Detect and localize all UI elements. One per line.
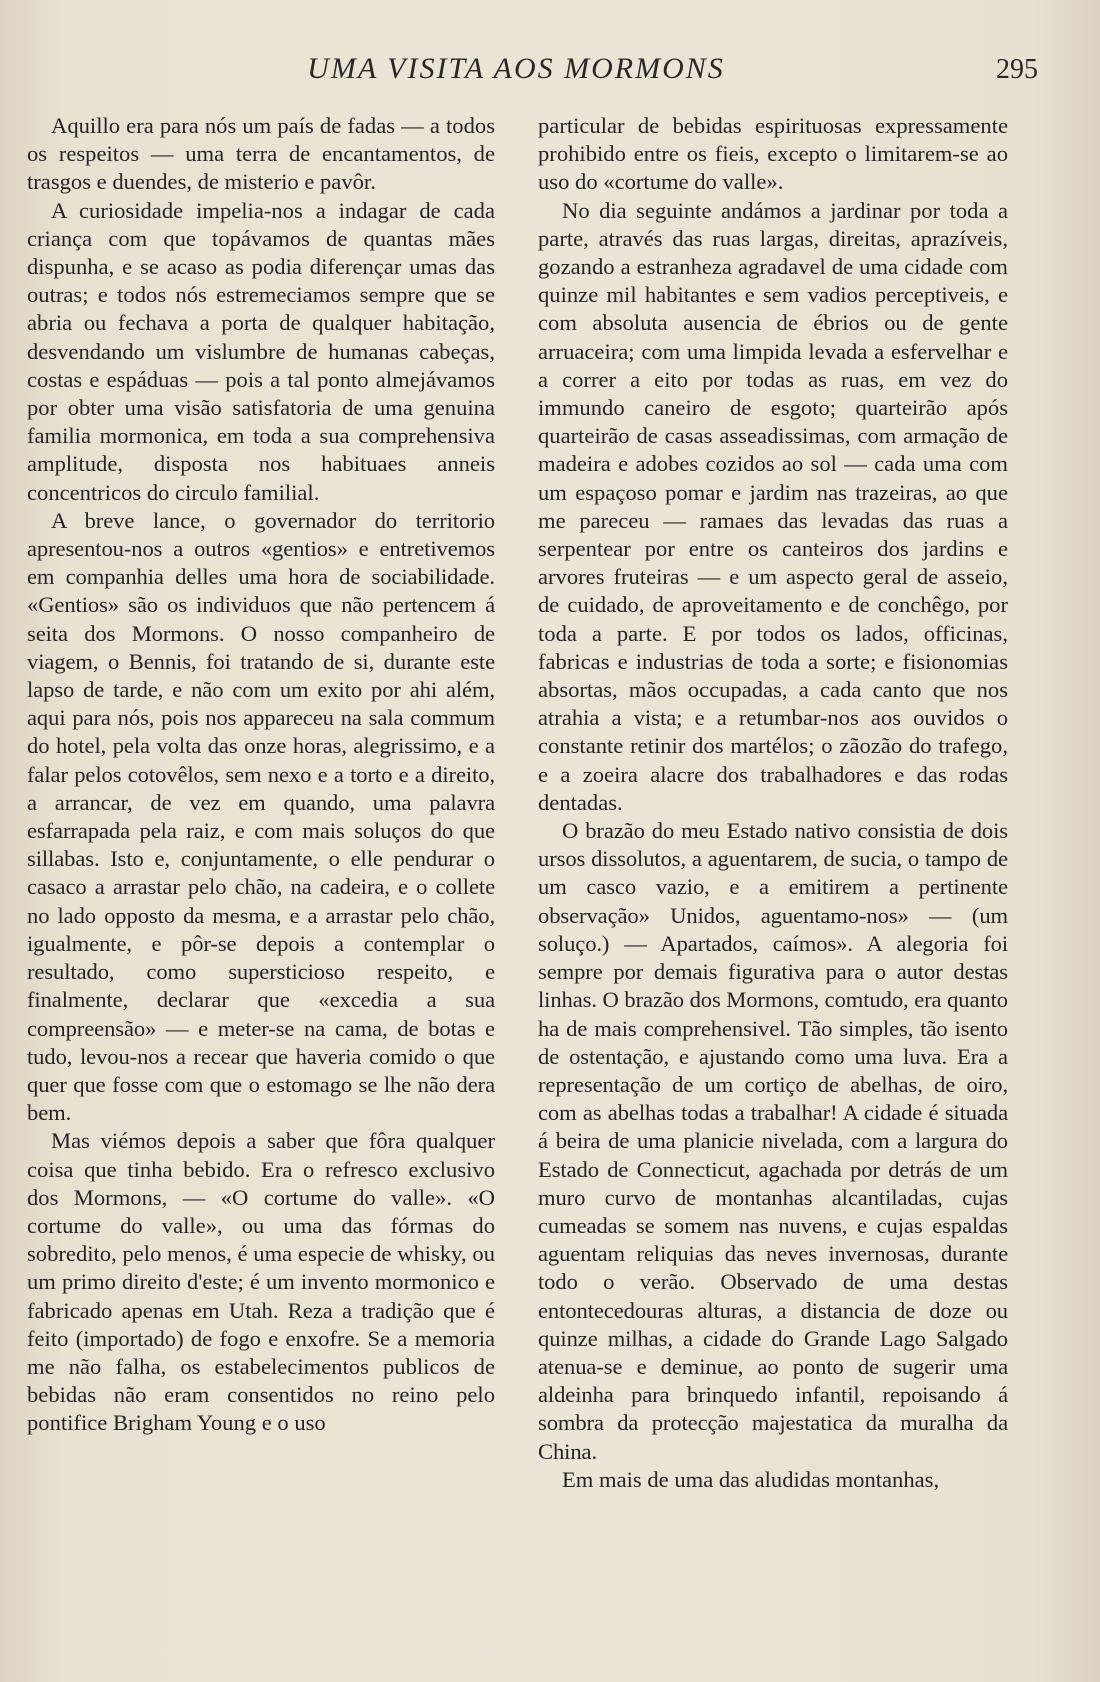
page-number: 295 [996,54,1038,85]
paragraph-city-walk: No dia seguinte andámos a jardinar por toda a parte, através das ruas largas, direitas, aprazíveis, gozando a estranheza agradavel de uma cidade com quinze mil habitantes e sem vadios perceptiveis, e com absoluta ausencia de ébrios ou de gente arruaceira; com uma limpida levada a esfervelhar e a correr a eito por todas as ruas, em vez do immundo caneiro de esgoto; quarteirão após quarteirão de casas asseadissimas, com armação de madeira e adobes cozidos ao sol — cada uma com um espaçoso pomar e jardim nas trazeiras, ao que me pareceu — ramaes das levadas das ruas a serpentear por entre os canteiros dos jardins e arvores fruteiras — e um aspecto geral de asseio, de cuidado, de aproveitamento e de conchêgo, por toda a parte. E por todos os lados, officinas, fabricas e industrias de toda a sorte; e fisionomias absortas, mãos occupadas, a cada canto que nos atrahia a vista; e a retumbar-nos aos ouvidos o constante retinir dos martélos; o zãozão do trafego, e a zoeira alacre dos trabalhadores e das rodas dentadas. [538,197,1008,815]
paragraph-mountains: Em mais de uma das aludidas montanhas, [562,1466,940,1492]
right-column [538,112,1008,1494]
paragraph-fairyland: Aquillo era para nós um país de fadas — a todos os respeitos — uma terra de encantamentos, de trasgos e duendes, de misterio e pavôr. [27,113,495,195]
paragraph-curiosity: A curiosidade impelia-nos a indagar de cada criança com que topávamos de quantas mães dispunha, e se acaso as podia diferençar umas das outras; e todos nós estremeciamos sempre que se abria ou fechava a porta de qualquer habitação, desvendando um vislumbre de humanas cabeças, costas e espáduas — pois a tal ponto almejávamos por obter uma visão satisfatoria de uma genuina familia mormonica, em toda a sua comprehensiva amplitude, disposta nos habituaes anneis concentricos do circulo familial. [27,197,495,505]
running-title: UMA VISITA AOS MORMONS [307,52,725,85]
left-column [27,112,495,1438]
paragraph-continued-spirits: particular de bebidas espirituosas expressamente prohibido entre os fieis, excepto o limitarem-se ao uso do «cortume do valle». [538,113,1008,195]
paragraph-gentiles: A breve lance, o governador do territorio apresentou-nos a outros «gentios» e entretivemos em companhia delles uma hora de sociabilidade. «Gentios» são os individuos que não pertencem á seita dos Mormons. O nosso companheiro de viagem, o Bennis, foi tratando de si, durante este lapso de tarde, e não com um exito por ahi além, aqui para nós, pois nos appareceu na sala commum do hotel, pela volta das onze horas, alegrissimo, e a falar pelos cotovêlos, sem nexo e a torto e a direito, a arrancar, de vez em quando, uma palavra esfarrapada pela raiz, e com mais soluços do que sillabas. Isto e, conjuntamente, o elle pendurar o casaco a arrastar pelo chão, na cadeira, e o collete no lado opposto da mesma, e a arrastar pelo chão, igualmente, e pôr-se depois a contemplar o resultado, como supersticioso respeito, e finalmente, declarar que «excedia a sua compreensão» — e meter-se na cama, de botas e tudo, levou-nos a recear que haveria comido o que quer que fosse com que o estomago se lhe não dera bem. [27,507,495,1126]
paragraph-coat-of-arms: O brazão do meu Estado nativo consistia de dois ursos dissolutos, a aguentarem, de sucia, o tampo de um casco vazio, e a emitirem a pertinente observação» Unidos, aguentamo-nos» — (um soluço.) — Apartados, caímos». A alegoria foi sempre por demais figurativa para o autor destas linhas. O brazão dos Mormons, comtudo, era quanto ha de mais comprehensivel. Tão simples, tão isento de ostentação, e ajustando como uma luva. Era a representação de um cortiço de abelhas, de oiro, com as abelhas todas a trabalhar! A cidade é situada á beira de uma planicie nivelada, com a largura do Estado de Connecticut, agachada por detrás de um muro curvo de montanhas alcantiladas, cujas cumeadas se somem nas nuvens, e cujas espaldas aguentam reliquias das neves invernosas, durante todo o verão. Observado de uma destas entontecedouras alturas, a distancia de doze ou quinze milhas, a cidade do Grande Lago Salgado atenua-se e deminue, ao ponto de sugerir uma aldeinha para brinquedo infantil, repoisando á sombra da protecção majestatica da muralha da China. [538,818,1008,1464]
running-head [0,52,1100,92]
paragraph-valley-tan: Mas viémos depois a saber que fôra qualquer coisa que tinha bebido. Era o refresco exclusivo dos Mormons, — «O cortume do valle». «O cortume do valle», ou uma das fórmas do sobredito, pelo menos, é uma especie de whisky, ou um primo direito d'este; é um invento mormonico e fabricado apenas em Utah. Reza a tradição que é feito (importado) de fogo e enxofre. Se a memoria me não falha, os estabelecimentos publicos de bebidas não eram consentidos no reino pelo pontifice Brigham Young e o uso [27,1128,495,1436]
